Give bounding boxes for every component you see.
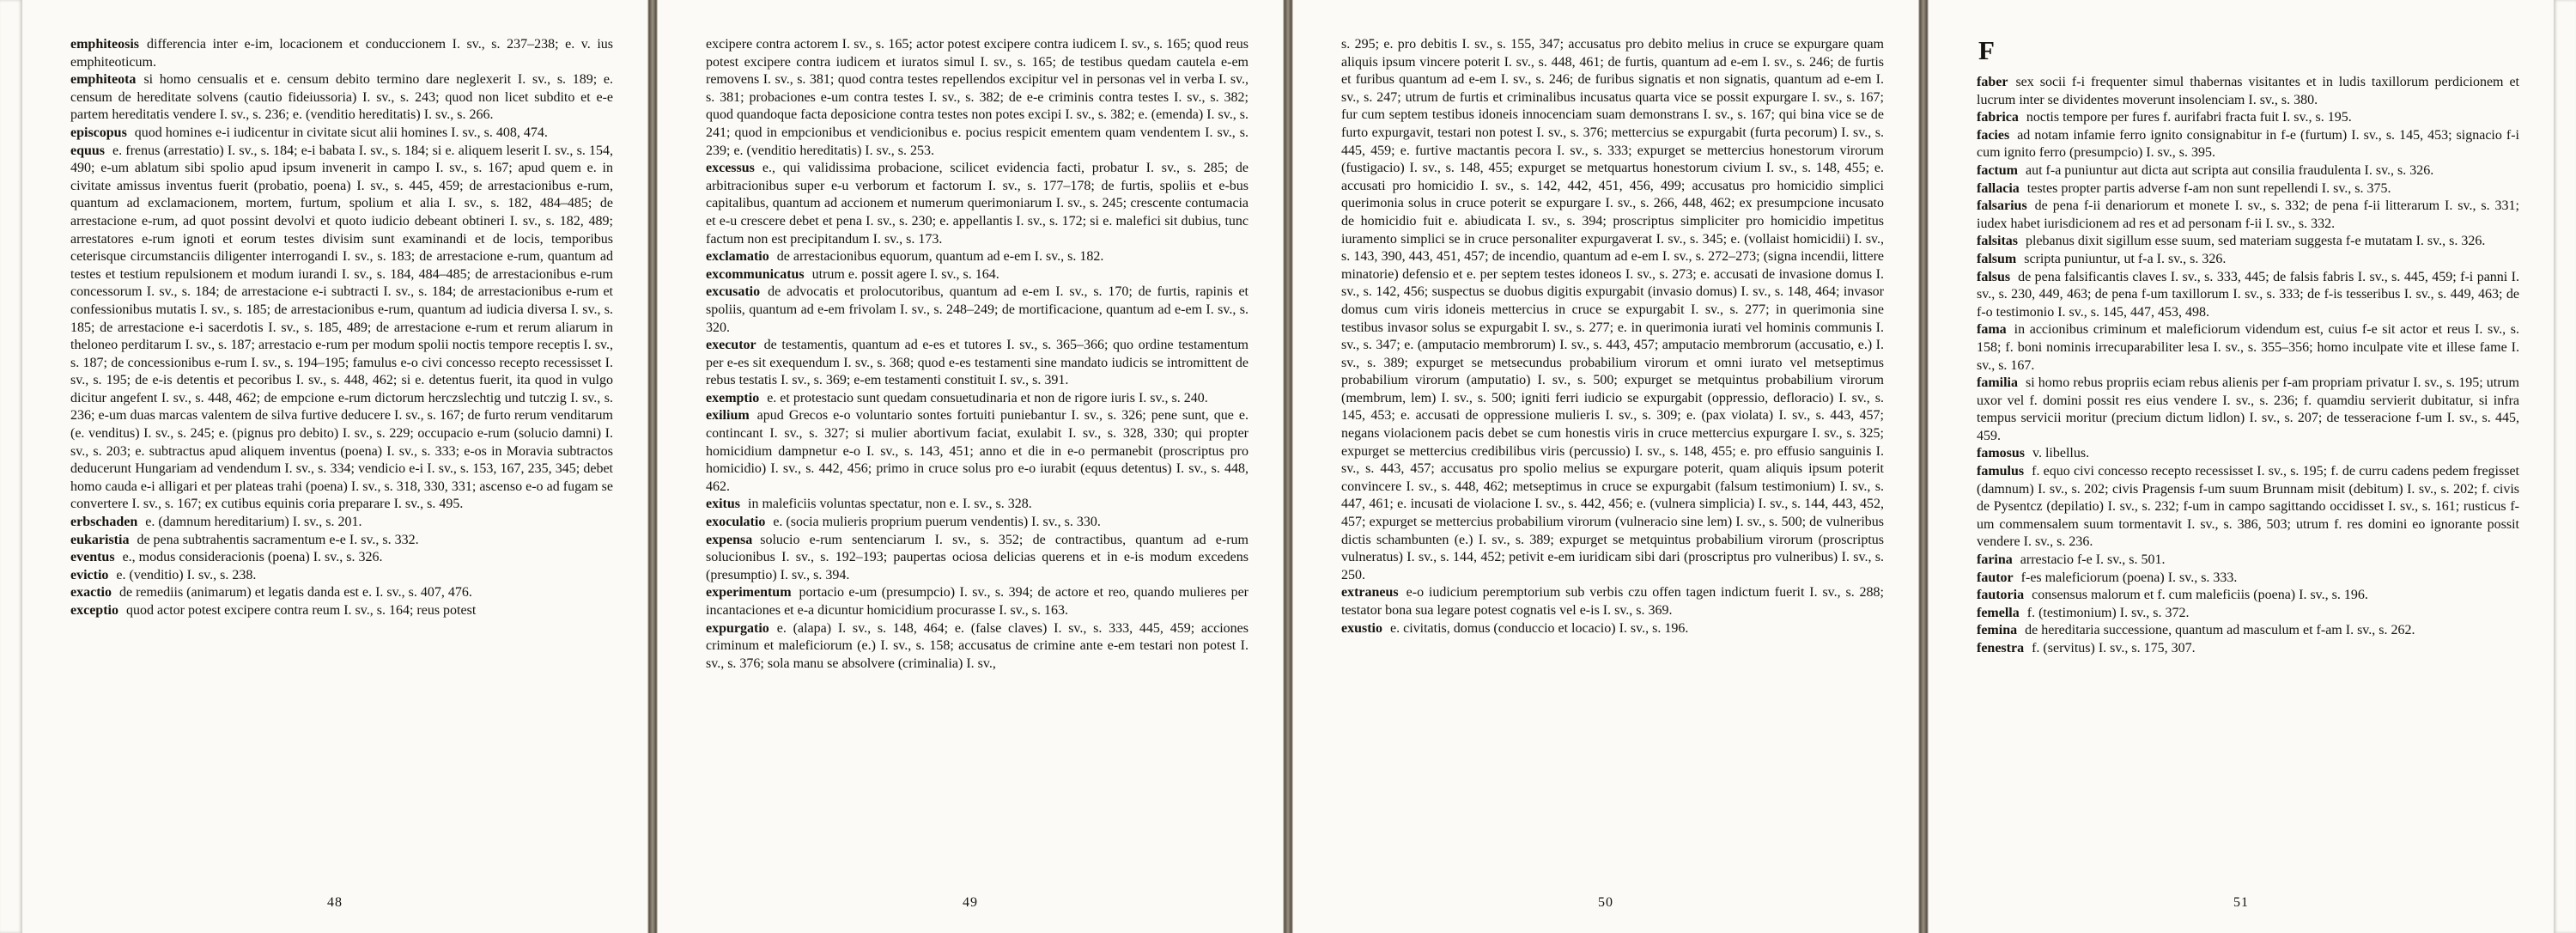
entry-headword: episcopus xyxy=(70,125,127,140)
index-entry xyxy=(1341,620,1884,638)
entry-text: f. equo civi concesso recepto recessisset I. sv., s. 195; f. de curru cadens pedem fregisset (damnum) I. sv., s. 202; civis Pragensis f-um suum Brunnam misit (debitum) I. sv., s. 202; f. civis de Pysentcz (depilatio) I. sv., s. 232; f-um in campo sagittando occidisset I. sv., s. 161; rusticus f-um commensalem suum tormentavit I. sv., s. 386, 503; utrum f. res domini eo ignorante possit vendere I. sv., s. 236. xyxy=(1977,464,2519,550)
entry-text: solucio e-rum sentenciarum I. sv., s. 352; de contractibus, quantum ad e-rum solucionibus I. sv., s. 192–193; paupertas ociosa delicias querens et in e-is modum excedens (presumptio) I. sv., s. 394. xyxy=(706,532,1249,582)
entry-text: si homo censualis et e. censum debito termino dare neglexerit I. sv., s. 189; e. censum de hereditate solvens (cautio fideiussoria) I. sv., s. 243; quod non licet subdito et e-e partem hereditatis vendere I. sv., s. 236; e. (venditio hereditatis) I. sv., s. 266. xyxy=(70,72,613,123)
entry-text: aut f-a puniuntur aut dicta aut scripta aut consilia fraudulenta I. sv., s. 326. xyxy=(2025,162,2434,178)
entry-headword: fenestra xyxy=(1977,641,2025,656)
entry-headword: equus xyxy=(70,143,106,158)
entry-text: e. (socia mulieris proprium puerum vendentis) I. sv., s. 330. xyxy=(773,515,1101,530)
entry-headword: excusatio xyxy=(706,284,761,300)
entry-text: f. (servitus) I. sv., s. 175, 307. xyxy=(2032,641,2196,656)
entry-text: e-o iudicium peremptorium sub verbis czu offen tagen indictum fuerit I. sv., s. 288; testator bona sua legare potest cognatis vel e-is I. sv., s. 369. xyxy=(1341,585,1884,618)
entry-text: sex socii f-i frequenter simul thabernas visitantes et in ludis taxillorum perdicionem et lucrum inter se dividentes moverunt insolenciam I. sv., s. 380. xyxy=(1977,75,2519,107)
index-entry xyxy=(1977,622,2519,640)
index-entry xyxy=(1977,587,2519,605)
entry-text: e. et protestacio sunt quedam consuetudinaria et non de rigore iuris I. sv., s. 240. xyxy=(767,390,1208,406)
entry-headword: executor xyxy=(706,338,756,353)
entry-text: arrestacio f-e I. sv., s. 501. xyxy=(2020,552,2166,568)
index-entry xyxy=(706,248,1249,266)
entry-headword: falsus xyxy=(1977,269,2011,284)
index-entry xyxy=(1977,233,2519,251)
entry-headword: exoculatio xyxy=(706,515,766,530)
index-entry xyxy=(70,71,613,125)
book-page-49 xyxy=(658,0,1283,933)
entry-text: s. 295; e. pro debitis I. sv., s. 155, 347; accusatus pro debito melius in cruce se expurgare quam aliquis ipsum vincere poterit I. sv., s. 448, 461; de furtis, quantum ad e-em I. sv., s. 246; de furtis et furibus quantum ad e-em I. sv., s. 246; de furibus signatis et non signatis, quantum ad e-em I. sv., s. 247; utrum de furtis et criminalibus incusatus quarta vice se possit expurgare I. sv., s. 167; fur cum septem testibus idoneis innocenciam suam demonstrans I. sv., s. 167; qui bina vice se de furto expurgavit, testari non potest I. sv., s. 376; mettercius se expurgabit (furta pecorum) I. sv., s. 445, 459; e. furtive mactantis pecora I. sv., s. 333; expurget se mettercius honestorum virorum (fustigacio) I. sv., s. 148, 455; expurget se metquartus honestorum civium I. sv., s. 148, 455; e. accusati pro homicidio I. sv., s. 142, 442, 451, 456, 499; accusatus pro homicidio simplici querimonia solus in cruce poterit se expurgare I. sv., s. 266, 448, 462; ex presumpcione incusato de homicidio fuit e. abiudicata I. sv., s. 394; proscriptus simpliciter pro homicidio impetitus iuramento simplici se in cruce personaliter expurgaverat I. sv., s. 345; e. (vollaist homicidii) I. sv., s. 143, 390, 443, 451, 457; de incendio, quantum ad e-em I. sv., s. 272–273; (signa incendii, littere minatorie) defensio et e. per septem testes idoneos I. sv., s. 273; e. accusati de invasione domus I. sv., s. 142, 456; suspectus se duobus digitis expurgabit (invasio domus) I. sv., s. 148, 464; invasor domus cum viris idoneis mettercius in cruce se expurgabit I. sv., s. 277; in querimonia sine testibus invasor solus se expurgabit I. sv., s. 277; e. in querimonia iurati vel hominis communis I. sv., s. 347; e. (amputacio membrorum) I. sv., s. 443, 457; amputacio membrorum (accusatio, e.) I. sv., s. 389; expurget se metsecundus probabilium virorum et omni iurato vel metseptimus probabilium virorum (amputatio) I. sv., s. 500; expurget se metquintus probabilium virorum (membrum, lem) I. sv., s. 500; igniti ferri iudicio se expurgabit (oppressio, defloracio) I. sv., s. 145, 453; e. accusati de oppressione mulieris I. sv., s. 309; e. (pax violata) I. sv., s. 443, 457; negans violacionem pacis debet se cum honestis viris in cruce mettercius expurgare I. sv., s. 325; expurget se mettercius credibilibus viris (percussio) I. sv., s. 148, 455; e. pro effusio sanguinis I. sv., s. 443, 457; accusatus pro spolio melius se expurgare poterit, quam aliquis ipsum poterit convincere I. sv., s. 448, 462; metseptimus in cruce se expurgabit (falsum testimonium) I. sv., s. 447, 461; e. incusati de violacione I. sv., s. 442, 456; e. (vulnera simplicia) I. sv., s. 144, 443, 452, 457; expurget se mettercius probabilium virorum (vulneracio sine lem) I. sv., s. 500; de vulneribus dictis schambunten (e.) I. sv., s. 389; expurget se metquintus probabilium virorum (proscriptus vulneratus) I. sv., s. 144, 452; petivit e-em iuridicam sibi dari (proscriptus pro vulneribus) I. sv., s. 250. xyxy=(1341,37,1884,582)
index-entry xyxy=(706,620,1249,674)
index-entry xyxy=(70,549,613,567)
entry-text: in maleficiis voluntas spectatur, non e. I. sv., s. 328. xyxy=(748,497,1032,512)
index-entry xyxy=(1977,269,2519,322)
index-entry xyxy=(706,337,1249,390)
entry-text: e. (damnum hereditarium) I. sv., s. 201. xyxy=(145,515,362,530)
entry-text: si homo rebus propriis eciam rebus alienis per f-am propriam privatur I. sv., s. 195; utrum uxor vel f. domini possit res eius vendere I. sv., s. 236; f. quamdiu servierit dubitatur, si infra tempus servicii moritur (precium dictum lidlon) I. sv., s. 207; de tesseracione f-um I. sv., s. 445, 459. xyxy=(1977,375,2519,443)
entry-text: de pena f-ii denariorum et monete I. sv., s. 332; de pena f-ii litterarum I. sv., s. 331; iudex habet iurisdicionem ad res et ad personam f-ii I. sv., s. 332. xyxy=(1977,198,2519,231)
letter-heading: F xyxy=(1978,35,1995,65)
index-entry xyxy=(706,284,1249,337)
index-entry xyxy=(1977,321,2519,375)
entry-headword: erbschaden xyxy=(70,515,138,530)
index-entry xyxy=(1341,36,1884,584)
entry-headword: fautoria xyxy=(1977,588,2025,603)
entry-headword: exustio xyxy=(1341,620,1382,636)
entry-headword: exclamatio xyxy=(706,249,769,265)
index-entry xyxy=(706,496,1249,514)
index-entry xyxy=(706,266,1249,284)
entry-text: apud Grecos e-o voluntario sontes fortuiti puniebantur I. sv., s. 326; pene sunt, que e. contincant I. sv., s. 327; si mulier abortivum faciat, exulabit I. sv., s. 328, 330; qui propter homicidium dampnetur e-o I. sv., s. 143, 451; anno et die in e-o permanebit (proscriptus pro homicidio) I. sv., s. 442, 456; primo in cruce solus pro e-o iurabit (equus detentus) I. sv., s. 448, 462. xyxy=(706,408,1249,494)
index-entry xyxy=(1977,605,2519,623)
entry-headword: eukaristia xyxy=(70,532,130,547)
entry-text: quod homines e-i iudicentur in civitate sicut alii homines I. sv., s. 408, 474. xyxy=(134,125,548,140)
entry-headword: famosus xyxy=(1977,446,2026,461)
index-entries-column xyxy=(1977,74,2519,658)
entry-headword: fabrica xyxy=(1977,110,2019,125)
page-gutter-shadow xyxy=(1283,0,1293,933)
entry-text: utrum e. possit agere I. sv., s. 164. xyxy=(811,266,999,282)
left-page-edge xyxy=(0,0,22,933)
index-entry xyxy=(1977,198,2519,233)
entry-text: plebanus dixit sigillum esse suum, sed materiam suggesta f-e mutatam I. sv., s. 326. xyxy=(2026,234,2486,249)
index-entries-column xyxy=(70,36,613,620)
index-entry xyxy=(706,584,1249,619)
index-entry xyxy=(1977,463,2519,552)
entry-headword: femella xyxy=(1977,605,2020,620)
entry-text: e. (alapa) I. sv., s. 148, 464; e. (false claves) I. sv., s. 333, 445, 459; acciones criminum et maleficiorum (e.) I. sv., s. 158; accusatus de crimine ante e-em testari non potest I. sv., s. 376; sola manu se absolvere (criminalia) I. sv., xyxy=(706,620,1249,671)
entry-text: quod actor potest excipere contra reum I. sv., s. 164; reus potest xyxy=(125,603,477,618)
entry-headword: expurgatio xyxy=(706,620,769,636)
index-entry xyxy=(1977,570,2519,588)
entry-headword: excommunicatus xyxy=(706,266,805,282)
index-entry xyxy=(70,514,613,532)
index-entry xyxy=(706,514,1249,532)
entry-headword: expensa xyxy=(706,532,753,547)
index-entry xyxy=(706,390,1249,408)
entry-text: de testamentis, quantum ad e-es et tutores I. sv., s. 365–366; quo ordine testamentum per e-es sit exequendum I. sv., s. 368; quod e-es testamenti sine mandato iudicis se intromittent de rebus testatis I. sv., s. 369; e-em testamenti constituit I. sv., s. 391. xyxy=(706,338,1249,388)
page-number: 51 xyxy=(2233,895,2249,910)
entry-text: de pena falsificantis claves I. sv., s. 333, 445; de falsis fabris I. sv., s. 445, 459; f-i panni I. sv., s. 230, 449, 463; de pena f-um taxillorum I. sv., s. 333; de f-is tesseribus I. sv., s. 449, 463; de f-o testimonio I. sv., s. 145, 447, 453, 498. xyxy=(1977,269,2519,320)
book-page-50 xyxy=(1293,0,1918,933)
entry-text: e. (venditio) I. sv., s. 238. xyxy=(116,567,257,582)
entry-headword: falsitas xyxy=(1977,234,2018,249)
entry-text: de advocatis et prolocutoribus, quantum ad e-em I. sv., s. 170; de furtis, rapinis et spoliis, quantum ad e-em frivolam I. sv., s. 248–249; de mortificacione, quantum ad e-em I. sv., s. 320. xyxy=(706,284,1249,335)
entry-headword: fautor xyxy=(1977,570,2014,585)
index-entry xyxy=(70,125,613,143)
entry-headword: exceptio xyxy=(70,603,118,618)
entry-headword: fama xyxy=(1977,322,2007,338)
entry-headword: falsum xyxy=(1977,251,2017,266)
entry-headword: eventus xyxy=(70,550,115,565)
entry-headword: experimentum xyxy=(706,585,792,601)
index-entry xyxy=(1977,640,2519,658)
index-entry xyxy=(706,160,1249,248)
entry-text: scripta puniuntur, ut f-a I. sv., s. 326. xyxy=(2024,251,2227,266)
entry-text: de pena subtrahentis sacramentum e-e I. sv., s. 332. xyxy=(137,532,419,547)
entry-text: ad notam infamie ferro ignito consignabitur in f-e (furtum) I. sv., s. 145, 453; signacio f-i cum ignito ferro (presumpcio) I. sv., s. 395. xyxy=(1977,127,2519,161)
index-entry xyxy=(1977,162,2519,180)
entry-text: f-es maleficiorum (poena) I. sv., s. 333. xyxy=(2020,570,2238,585)
entry-text: e., qui validissima probacione, scilicet evidencia facti, probatur I. sv., s. 285; de arbitracionibus super e-u verborum et factorum I. sv., s. 177–178; de furtis, spoliis et e-bus capitalibus, quantum ad accionem et numerum querimoniarum I. sv., s. 245; crescente contumacia et e-u crescere debet et pena I. sv., s. 230; e. appellantis I. sv., s. 172; si e. malefici sit dubius, tunc factum non est precipitandum I. sv., s. 173. xyxy=(706,161,1249,247)
entry-text: testes propter partis adverse f-am non sunt repellendi I. sv., s. 375. xyxy=(2026,180,2391,196)
entry-headword: falsarius xyxy=(1977,198,2027,214)
index-entry xyxy=(1977,109,2519,127)
entry-text: de arrestacionibus equorum, quantum ad e-em I. sv., s. 182. xyxy=(776,249,1104,265)
index-entry xyxy=(70,36,613,71)
entry-headword: emphiteosis xyxy=(70,37,139,52)
page-number: 50 xyxy=(1598,895,1613,910)
index-entry xyxy=(1977,127,2519,162)
entry-text: excipere contra actorem I. sv., s. 165; actor potest excipere contra iudicem I. sv., s. 165; quod reus potest excipere contra iudicem et iuratos simul I. sv., s. 165; de testibus quedam cautela e-em removens I. sv., s. 381; quod contra testes repellendos excipitur vel in personas vel in verba I. sv., s. 381; probaciones e-um contra testes I. sv., s. 382; de e-e criminis contra testes I. sv., s. 382; quod quandoque facta deposicione contra testes non potes excipi I. sv., s. 382; e. (emenda) I. sv., s. 241; quod in empcionibus et vendicionibus e. pocius respicit ementem quam vendentem I. sv., s. 239; e. (venditio hereditatis) I. sv., s. 253. xyxy=(706,37,1249,158)
index-entry xyxy=(1977,251,2519,269)
entry-text: portacio e-um (presumpcio) I. sv., s. 394; de actore et reo, quando mulieres per incantaciones et e-a dicuntur homicidium procurasse I. sv., s. 163. xyxy=(706,585,1249,618)
entry-text: in accionibus criminum et maleficiorum videndum est, cuius f-e sit actor et reus I. sv., s. 158; f. boni nominis irrecuparabiliter lesa I. sv., s. 355–356; homo inculpate vite et illese fame I. sv., s. 167. xyxy=(1977,322,2519,373)
entry-text: consensus malorum et f. cum maleficiis (poena) I. sv., s. 196. xyxy=(2032,588,2368,603)
entry-text: de hereditaria successione, quantum ad masculum et f-am I. sv., s. 262. xyxy=(2025,623,2415,638)
index-entry xyxy=(70,584,613,602)
right-page-edge xyxy=(2554,0,2576,933)
page-number: 48 xyxy=(327,895,343,910)
index-entry xyxy=(1977,375,2519,445)
entry-headword: farina xyxy=(1977,552,2013,568)
entry-headword: exemptio xyxy=(706,390,760,406)
entry-headword: factum xyxy=(1977,162,2018,178)
entry-text: differencia inter e-im, locacionem et conduccionem I. sv., s. 237–238; e. v. ius emphiteoticum. xyxy=(70,37,613,70)
entry-text: de remediis (animarum) et legatis danda est e. I. sv., s. 407, 476. xyxy=(118,585,472,601)
entry-headword: fallacia xyxy=(1977,180,2020,196)
index-entry xyxy=(1977,74,2519,109)
entry-headword: femina xyxy=(1977,623,2018,638)
index-entries-column xyxy=(706,36,1249,673)
book-page-48 xyxy=(22,0,647,933)
index-entry xyxy=(706,532,1249,585)
entry-text: e., modus consideracionis (poena) I. sv., s. 326. xyxy=(122,550,383,565)
index-entry xyxy=(706,36,1249,160)
book-page-51 xyxy=(1929,0,2554,933)
index-entry xyxy=(706,407,1249,496)
index-entry xyxy=(70,532,613,550)
index-entry xyxy=(1977,180,2519,198)
entry-headword: faber xyxy=(1977,75,2008,89)
page-gutter-shadow xyxy=(647,0,658,933)
index-entry xyxy=(1977,445,2519,463)
page-number: 49 xyxy=(963,895,978,910)
index-entry xyxy=(1341,584,1884,619)
entry-text: noctis tempore per fures f. aurifabri fracta fuit I. sv., s. 195. xyxy=(2026,110,2352,125)
entry-headword: emphiteota xyxy=(70,72,137,88)
index-entry xyxy=(70,602,613,620)
entry-headword: familia xyxy=(1977,375,2018,391)
entry-headword: exactio xyxy=(70,585,112,601)
index-entries-column xyxy=(1341,36,1884,637)
entry-headword: extraneus xyxy=(1341,585,1399,601)
page-gutter-shadow xyxy=(1918,0,1929,933)
index-entry xyxy=(70,567,613,585)
entry-text: v. libellus. xyxy=(2032,446,2090,461)
entry-headword: excessus xyxy=(706,161,755,176)
entry-headword: evictio xyxy=(70,567,109,582)
entry-headword: exitus xyxy=(706,497,740,512)
index-entry xyxy=(70,143,613,514)
entry-text: e. frenus (arrestatio) I. sv., s. 184; e-i babata I. sv., s. 184; si e. aliquem leserit I. sv., s. 154, 490; e-um ablatum sibi spolio apud ipsum invenerit in campo I. sv., s. 167; apud quem e. in civitate amissus inventus fuerit (probatio, poena) I. sv., s. 445, 459; de arrestacionibus e-rum, quantum ad exclamacionem, mortem, furtum, spolium et alia I. sv., s. 182, 484–485; de arrestacione e-rum, ad quot possint devolvi et quoto iudicio debeant obtineri I. sv., s. 182, 489; arrestatores e-rum ignoti et eorum testes divisim sunt examinandi et de locis, temporibus ceterisque circumstanciis diligenter interrogandi I. sv., s. 183; de arrestacione e-rum, quantum ad testes et testium repulsionem et modum iurandi I. sv., s. 184, 484–485; de arrestacionibus e-rum concessorum I. sv., s. 184; de arrestacione e-i subtracti I. sv., s. 184; de arrestacionibus e-rum et confessionibus mutatis I. sv., s. 185; de arrestacionibus e-rum, quantum ad iudicia diversa I. sv., s. 185; de arrestacione e-i sacerdotis I. sv., s. 185, 489; de arrestacione e-rum et rerum aliarum in theloneo perditarum I. sv., s. 187; arrestacio e-rum per modum spolii noctis tempore receptis I. sv., s. 187; de concessionibus e-rum I. sv., s. 194–195; famulus e-o civi concesso recepto recessisset I. sv., s. 195; de e-is detentis et pecoribus I. sv., s. 448, 462; si e. detentus fuerit, ita quod in vulgo dicitur angefent I. sv., s. 448, 462; de empcione e-rum dictorum herczslechtig und tutczig I. sv., s. 236; e-um duas marcas valentem de silva furtive deducere I. sv., s. 167; de furto rerum venditarum (e. venditus) I. sv., s. 245; e. (pignus pro debito) I. sv., s. 229; occupacio e-rum (solucio damni) I. sv., s. 203; e. subtractus apud aliquem inventus (poena) I. sv., s. 333; e-os in Moravia subtractos deducerunt Hungariam ad vendendum I. sv., s. 334; vendicio e-i I. sv., s. 153, 167, 235, 345; debet homo cauda e-i alligari et per plateas trahi (poena) I. sv., s. 318, 330, 331; ascenso e-o ad fugam se convertere I. sv., s. 167; ex cutibus equinis coria preparare I. sv., s. 495. xyxy=(70,143,613,512)
entry-text: e. civitatis, domus (conduccio et locacio) I. sv., s. 196. xyxy=(1390,620,1689,636)
entry-text: f. (testimonium) I. sv., s. 372. xyxy=(2026,605,2190,620)
index-entry xyxy=(1977,552,2519,570)
entry-headword: facies xyxy=(1977,127,2010,143)
entry-headword: exilium xyxy=(706,408,750,424)
entry-headword: famulus xyxy=(1977,464,2025,479)
